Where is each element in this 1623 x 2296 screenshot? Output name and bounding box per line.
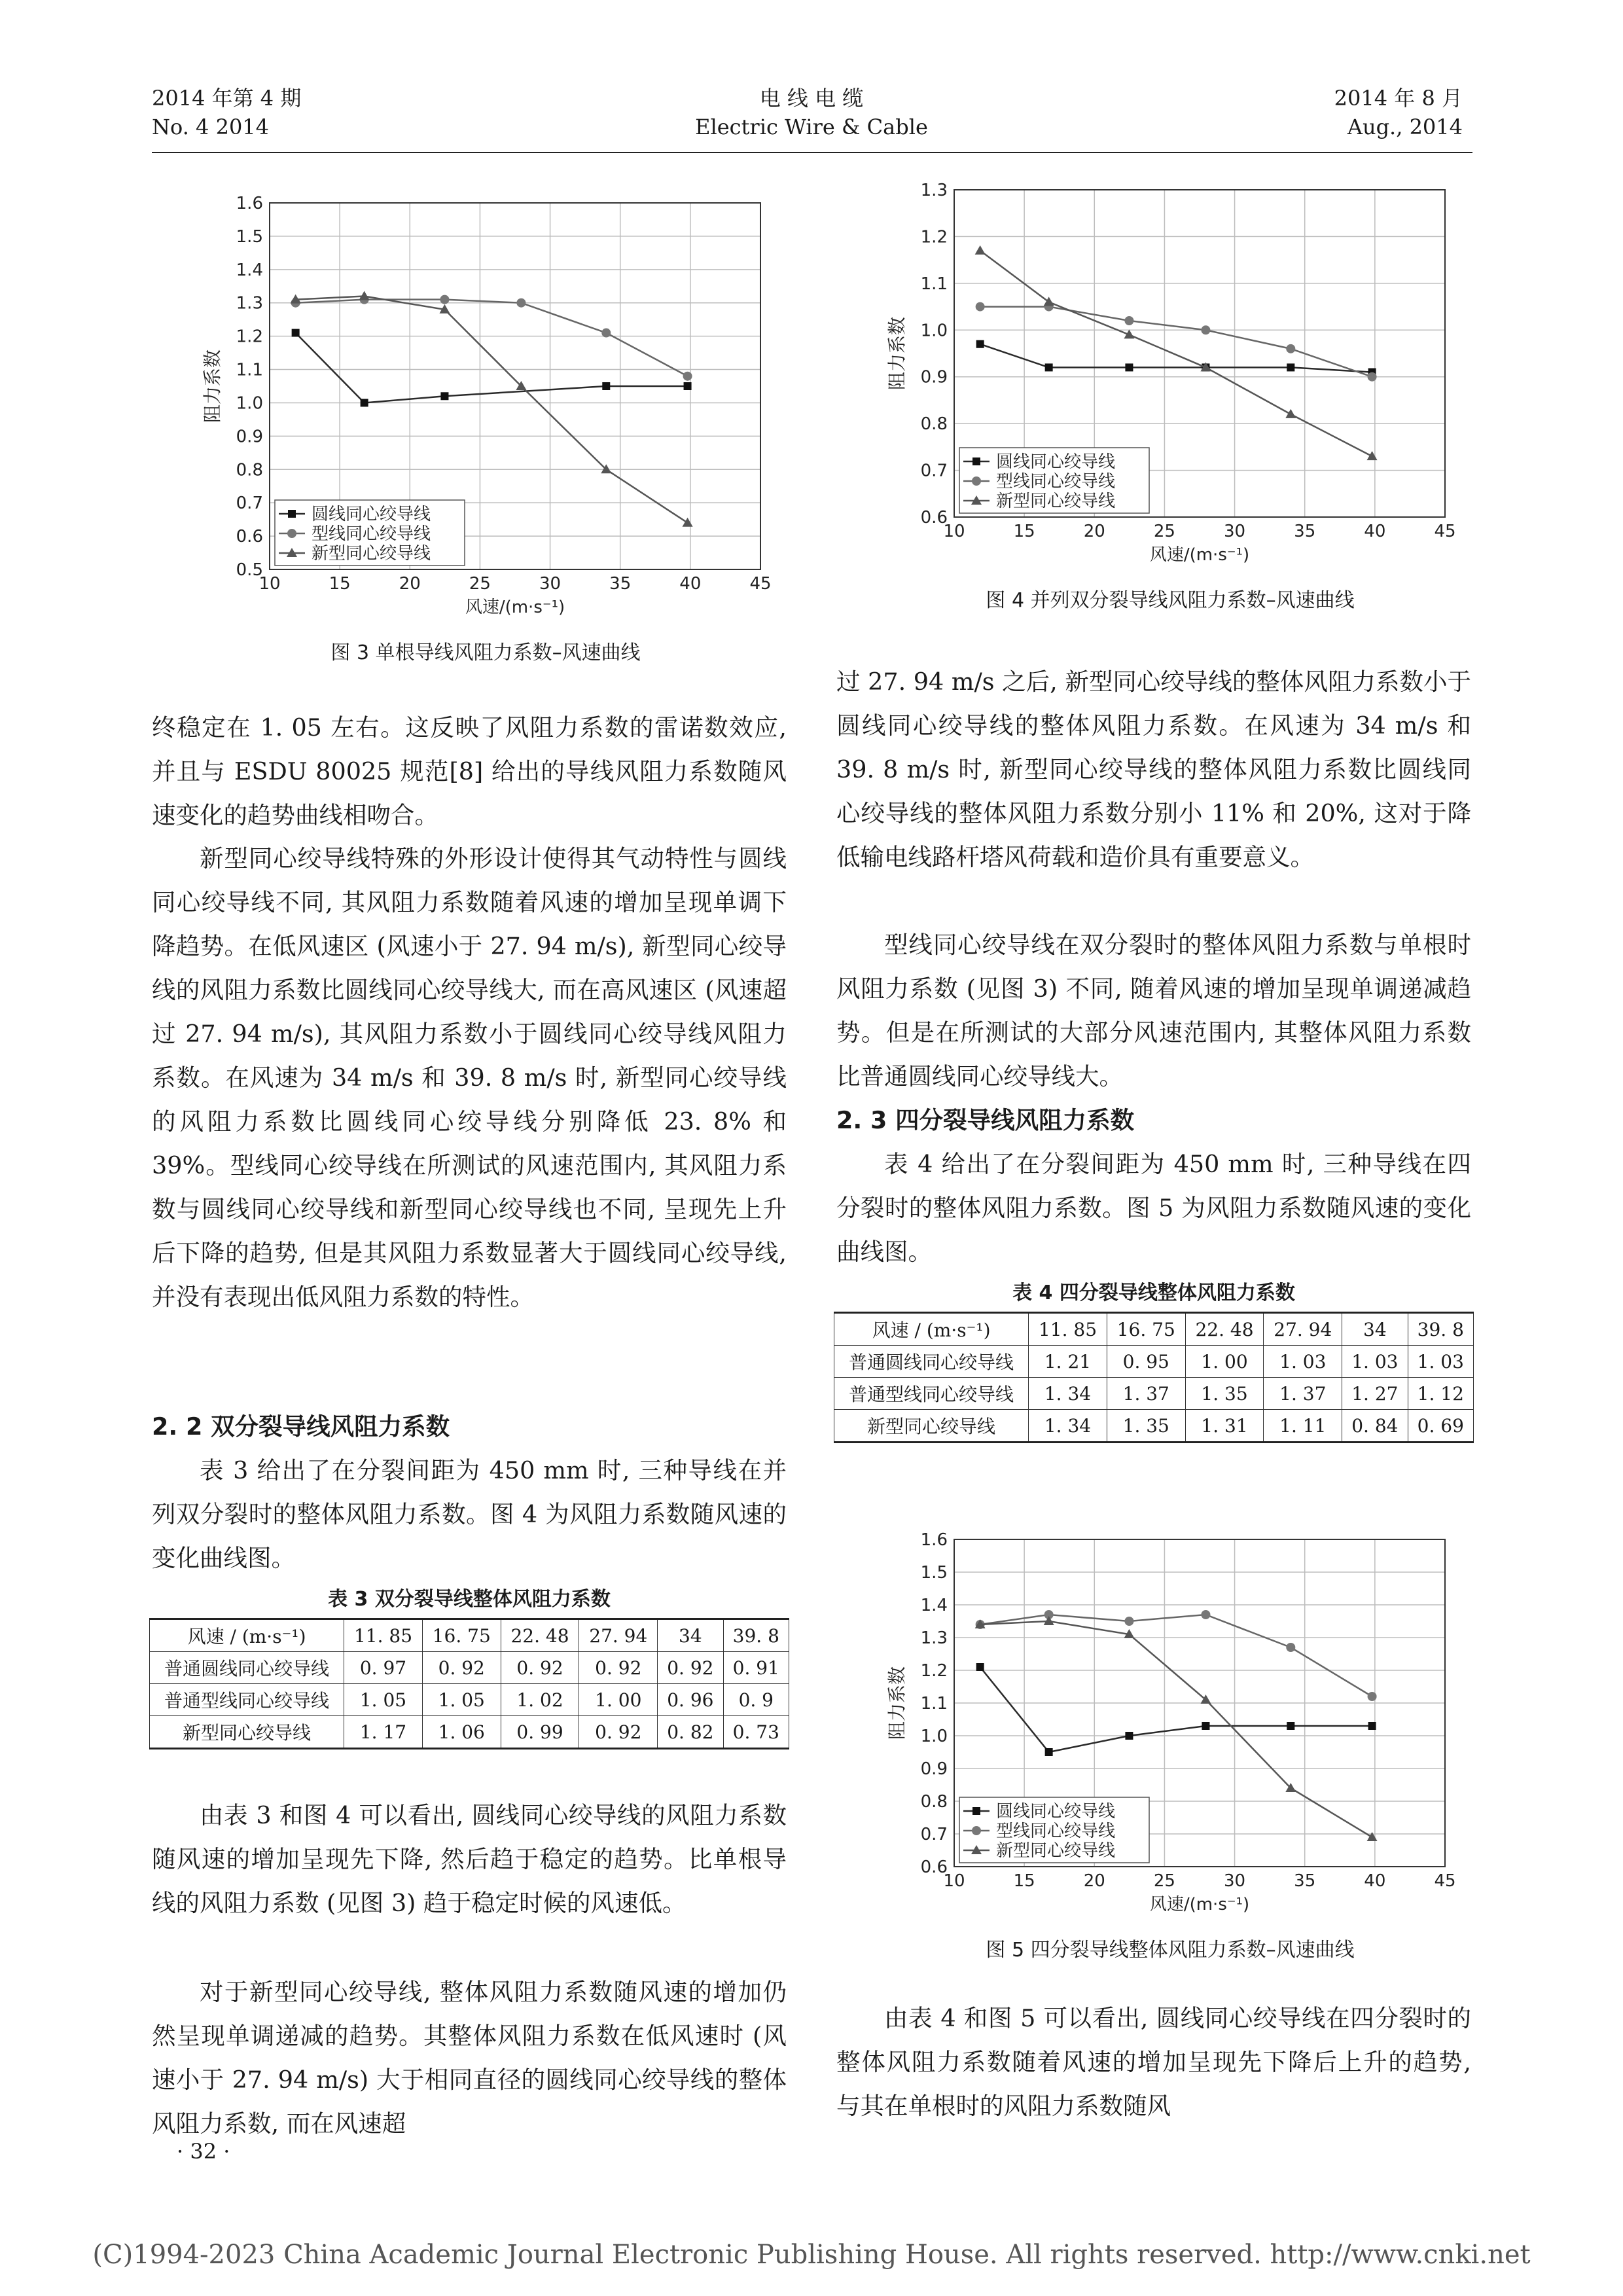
data-point-triangle (1367, 1832, 1378, 1841)
table-cell: 0. 99 (501, 1716, 579, 1749)
legend-label: 新型同心绞导线 (996, 1841, 1116, 1861)
figure-5-chart (876, 1526, 1465, 1919)
data-point-circle (683, 372, 692, 381)
table-cell: 1. 31 (1185, 1410, 1264, 1443)
data-point-circle (516, 298, 526, 308)
x-tick-label: 45 (1434, 522, 1456, 541)
figure-4-caption: 图 4 并列双分裂导线风阻力系数–风速曲线 (986, 589, 1355, 612)
x-axis-label: 风速/(m·s⁻¹) (465, 598, 565, 617)
x-tick-label: 40 (679, 574, 702, 594)
table-cell: 普通圆线同心绞导线 (834, 1346, 1029, 1378)
legend-label: 型线同心绞导线 (996, 472, 1116, 492)
data-point-triangle (1367, 451, 1378, 460)
data-point-circle (440, 295, 449, 304)
table-cell: 1. 37 (1264, 1378, 1342, 1410)
table-header-cell: 34 (1342, 1313, 1408, 1346)
y-tick-label: 0.8 (920, 1792, 948, 1812)
journal-title-en: Electric Wire & Cable (695, 115, 928, 139)
y-tick-label: 0.7 (236, 493, 263, 514)
y-tick-label: 1.2 (236, 327, 263, 347)
data-point-circle (976, 302, 985, 312)
table-cell: 0. 92 (579, 1652, 658, 1684)
y-tick-label: 0.6 (920, 1857, 948, 1877)
table-header-cell: 39. 8 (723, 1619, 789, 1652)
x-tick-label: 40 (1364, 1871, 1386, 1891)
data-point-circle (1368, 1692, 1377, 1701)
y-tick-label: 1.4 (236, 260, 263, 280)
y-tick-label: 0.9 (236, 427, 263, 447)
table-cell: 0. 73 (723, 1716, 789, 1749)
page-number: · 32 · (177, 2139, 230, 2164)
paragraph: 型线同心绞导线在双分裂时的整体风阻力系数与单根时风阻力系数 (见图 3) 不同, 随着风速的增加呈现单调递减趋势。但是在所测试的大部分风速范围内, 其整体风阻力系数比普通圆线同心绞导线大。 (836, 931, 1471, 1090)
x-tick-label: 45 (749, 574, 772, 594)
legend-label: 圆线同心绞导线 (996, 1802, 1116, 1821)
table-cell: 1. 34 (1029, 1410, 1107, 1443)
x-tick-label: 35 (1294, 522, 1316, 541)
table-cell: 普通型线同心绞导线 (150, 1684, 344, 1716)
data-point-square (361, 399, 368, 406)
table-header-cell: 27. 94 (1264, 1313, 1342, 1346)
table-cell: 0. 82 (658, 1716, 723, 1749)
x-tick-label: 35 (609, 574, 632, 594)
legend-label: 圆线同心绞导线 (996, 452, 1116, 472)
table-cell: 1. 21 (1029, 1346, 1107, 1378)
x-tick-label: 20 (399, 574, 421, 594)
table-cell: 1. 00 (579, 1684, 658, 1716)
paragraph: 终稳定在 1. 05 左右。这反映了风阻力系数的雷诺数效应, 并且与 ESDU 80025 规范[8] 给出的导线风阻力系数随风速变化的趋势曲线相吻合。 (152, 713, 787, 829)
y-tick-label: 1.3 (236, 293, 263, 314)
y-tick-label: 0.6 (236, 527, 263, 547)
table-cell: 0. 92 (501, 1652, 579, 1684)
legend-label: 新型同心绞导线 (312, 544, 431, 564)
data-point-circle (1201, 1610, 1210, 1619)
paragraph: 对于新型同心绞导线, 整体风阻力系数随风速的增加仍然呈现单调递减的趋势。其整体风阻力系数在低风速时 (风速小于 27. 94 m/s) 大于相同直径的圆线同心绞导线的整体风阻力系数, 而在风速超 (152, 1978, 787, 2138)
table-cell: 1. 03 (1264, 1346, 1342, 1378)
table-cell: 1. 12 (1408, 1378, 1473, 1410)
table-header-cell: 27. 94 (579, 1619, 658, 1652)
x-tick-label: 30 (1224, 522, 1246, 541)
table-cell: 0. 9 (723, 1684, 789, 1716)
x-tick-label: 35 (1294, 1871, 1316, 1891)
data-point-square (976, 340, 984, 348)
table-cell: 普通型线同心绞导线 (834, 1378, 1029, 1410)
y-tick-label: 1.5 (236, 226, 263, 247)
data-point-circle (1124, 316, 1133, 325)
figure-3 (191, 190, 780, 666)
data-point-square (292, 329, 300, 337)
paragraph: 表 4 给出了在分裂间距为 450 mm 时, 三种导线在四分裂时的整体风阻力系数。图 5 为风阻力系数随风速的变化曲线图。 (836, 1150, 1471, 1266)
table-header-row (150, 1619, 789, 1652)
table-cell: 0. 96 (658, 1684, 723, 1716)
data-point-circle (1286, 344, 1295, 353)
y-tick-label: 1.1 (920, 1694, 948, 1713)
figure-4-chart (876, 177, 1465, 569)
table-header-cell: 风速 / (m·s⁻¹) (834, 1313, 1029, 1346)
table-cell: 0. 92 (658, 1652, 723, 1684)
data-point-circle (1368, 372, 1377, 382)
y-tick-label: 0.8 (236, 460, 263, 480)
y-axis-label: 阻力系数 (886, 1666, 908, 1740)
y-tick-label: 1.3 (920, 181, 948, 200)
paragraph: 由表 3 和图 4 可以看出, 圆线同心绞导线的风阻力系数随风速的增加呈现先下降, 然后趋于稳定的趋势。比单根导线的风阻力系数 (见图 3) 趋于稳定时候的风速低。 (152, 1801, 787, 1917)
paragraph: 表 3 给出了在分裂间距为 450 mm 时, 三种导线在并列双分裂时的整体风阻力系数。图 4 为风阻力系数随风速的变化曲线图。 (152, 1456, 787, 1572)
data-point-circle (1124, 1617, 1133, 1626)
section-heading-2-3: 2. 3 四分裂导线风阻力系数 (836, 1106, 1135, 1134)
table-cell: 0. 92 (422, 1652, 501, 1684)
x-tick-label: 25 (1153, 1871, 1175, 1891)
table-cell: 1. 03 (1408, 1346, 1473, 1378)
legend-marker (972, 1826, 981, 1835)
y-axis-label: 阻力系数 (202, 349, 223, 423)
table-row (150, 1716, 789, 1749)
table-3 (149, 1618, 789, 1749)
paragraph: 由表 4 和图 5 可以看出, 圆线同心绞导线在四分裂时的整体风阻力系数随着风速的增加呈现先下降后上升的趋势, 与其在单根时的风阻力系数随风 (836, 2004, 1471, 2120)
series-line (296, 333, 688, 403)
y-tick-label: 0.5 (236, 560, 263, 580)
figure-3-caption: 图 3 单根导线风阻力系数–风速曲线 (330, 641, 641, 664)
table-cell: 1. 02 (501, 1684, 579, 1716)
series-line (980, 344, 1372, 372)
y-tick-label: 1.1 (236, 360, 263, 380)
legend-label: 型线同心绞导线 (312, 524, 431, 544)
table-cell: 0. 92 (579, 1716, 658, 1749)
date-cn: 2014 年 8 月 (1334, 86, 1463, 111)
table-row (150, 1684, 789, 1716)
figure-5-caption: 图 5 四分裂导线整体风阻力系数–风速曲线 (986, 1939, 1355, 1962)
table-cell: 1. 35 (1185, 1378, 1264, 1410)
y-axis-label: 阻力系数 (886, 316, 908, 391)
table-cell: 0. 69 (1408, 1410, 1473, 1443)
y-tick-label: 1.0 (920, 1727, 948, 1746)
header-rule (152, 152, 1472, 153)
table-header-cell: 11. 85 (1029, 1313, 1107, 1346)
table-cell: 1. 06 (422, 1716, 501, 1749)
table-4 (834, 1312, 1474, 1443)
y-tick-label: 0.9 (920, 1759, 948, 1779)
data-point-circle (1201, 325, 1210, 334)
section-heading-2-2: 2. 2 双分裂导线风阻力系数 (152, 1412, 450, 1441)
data-point-triangle (359, 291, 370, 300)
x-tick-label: 20 (1083, 522, 1105, 541)
legend-marker (287, 529, 296, 538)
x-tick-label: 10 (259, 574, 281, 594)
x-tick-label: 40 (1364, 522, 1386, 541)
table-header-cell: 11. 85 (344, 1619, 423, 1652)
table-cell: 新型同心绞导线 (150, 1716, 344, 1749)
table-cell: 1. 11 (1264, 1410, 1342, 1443)
figure-4 (876, 177, 1465, 614)
y-tick-label: 0.7 (920, 1825, 948, 1844)
x-tick-label: 15 (329, 574, 351, 594)
series-line (980, 1615, 1372, 1696)
x-tick-label: 25 (1153, 522, 1175, 541)
x-tick-label: 10 (943, 1871, 965, 1891)
table-header-cell: 16. 75 (422, 1619, 501, 1652)
y-tick-label: 0.9 (920, 367, 948, 387)
data-point-square (1045, 1748, 1053, 1756)
legend-marker (972, 476, 981, 486)
table-cell: 1. 35 (1107, 1410, 1185, 1443)
table-cell: 1. 03 (1342, 1346, 1408, 1378)
data-point-square (1045, 363, 1053, 371)
y-tick-label: 0.8 (920, 414, 948, 435)
table-cell: 1. 17 (344, 1716, 423, 1749)
legend-marker (972, 1807, 980, 1815)
x-tick-label: 10 (943, 522, 965, 541)
x-tick-label: 30 (539, 574, 562, 594)
date-en: Aug., 2014 (1347, 115, 1463, 139)
table-header-cell: 22. 48 (501, 1619, 579, 1652)
data-point-square (1287, 1722, 1294, 1730)
table-3-title: 表 3 双分裂导线整体风阻力系数 (328, 1588, 611, 1611)
x-tick-label: 25 (469, 574, 491, 594)
legend-label: 型线同心绞导线 (996, 1821, 1116, 1841)
table-cell: 0. 97 (344, 1652, 423, 1684)
figure-3-chart (191, 190, 780, 622)
y-tick-label: 1.3 (920, 1628, 948, 1648)
y-tick-label: 0.7 (920, 461, 948, 481)
right-column (836, 177, 1471, 2127)
table-header-cell: 16. 75 (1107, 1313, 1185, 1346)
table-cell: 1. 05 (422, 1684, 501, 1716)
data-point-square (1287, 363, 1294, 371)
data-point-triangle (1285, 409, 1296, 418)
journal-title-cn: 电 线 电 缆 (759, 86, 864, 111)
paragraph: 过 27. 94 m/s 之后, 新型同心绞导线的整体风阻力系数小于圆线同心绞导线的整体风阻力系数。在风速为 34 m/s 和 39. 8 m/s 时, 新型同心绞导线的整体风阻力系数比圆线同心绞导线的整体风阻力系数分别小 11% 和 20%, 这对于降低输电线路杆塔风荷载和造价具有重要意义。 (836, 668, 1471, 871)
table-cell: 0. 84 (1342, 1410, 1408, 1443)
table-row (834, 1346, 1474, 1378)
table-cell: 1. 37 (1107, 1378, 1185, 1410)
left-column (152, 177, 787, 2138)
legend-marker (972, 457, 980, 465)
data-point-triangle (1044, 296, 1054, 306)
data-point-square (976, 1663, 984, 1671)
series-line (296, 296, 688, 523)
table-row (150, 1652, 789, 1684)
x-axis-label: 风速/(m·s⁻¹) (1149, 1895, 1250, 1914)
data-point-square (440, 392, 448, 400)
table-row (834, 1378, 1474, 1410)
table-cell: 0. 95 (1107, 1346, 1185, 1378)
data-point-square (1125, 1732, 1133, 1740)
issue-en: No. 4 2014 (152, 115, 270, 139)
table-cell: 1. 27 (1342, 1378, 1408, 1410)
table-cell: 1. 34 (1029, 1378, 1107, 1410)
data-point-square (1202, 1722, 1209, 1730)
series-line (980, 1667, 1372, 1752)
series-line (980, 307, 1372, 377)
table-header-row (834, 1313, 1474, 1346)
table-cell: 新型同心绞导线 (834, 1410, 1029, 1443)
y-tick-label: 1.1 (920, 274, 948, 294)
table-cell: 1. 00 (1185, 1346, 1264, 1378)
paragraph: 新型同心绞导线特殊的外形设计使得其气动特性与圆线同心绞导线不同, 其风阻力系数随着风速的增加呈现单调下降趋势。在低风速区 (风速小于 27. 94 m/s), 新型同心绞导线的风阻力系数比圆线同心绞导线大, 而在高风速区 (风速超过 27. 94 m/s), 其风阻力系数小于圆线同心绞导线风阻力系数。在风速为 34 m/s 和 39. 8 m/s 时, 新型同心绞导线的风阻力系数比圆线同心绞导线分别降低 23. 8% 和 39%。型线同心绞导线在所测试的风速范围内, 其风阻力系数与圆线同心绞导线和新型同心绞导线也不同, 呈现先上升后下降的趋势, 但是其风阻力系数显著大于圆线同心绞导线, 并没有表现出低风阻力系数的特性。 (152, 844, 787, 1311)
y-tick-label: 1.6 (920, 1530, 948, 1550)
x-tick-label: 15 (1013, 522, 1035, 541)
legend-marker (288, 510, 296, 518)
journal-date (1243, 84, 1463, 141)
y-tick-label: 1.0 (236, 393, 263, 414)
table-cell: 普通圆线同心绞导线 (150, 1652, 344, 1684)
x-tick-label: 30 (1224, 1871, 1246, 1891)
data-point-triangle (975, 245, 986, 255)
table-cell: 0. 91 (723, 1652, 789, 1684)
issue-cn: 2014 年第 4 期 (152, 86, 302, 111)
x-tick-label: 15 (1013, 1871, 1035, 1891)
legend-label: 圆线同心绞导线 (312, 505, 431, 524)
y-tick-label: 0.6 (920, 508, 948, 528)
y-tick-label: 1.0 (920, 321, 948, 341)
series-line (980, 251, 1372, 456)
y-tick-label: 1.6 (236, 194, 263, 213)
table-header-cell: 34 (658, 1619, 723, 1652)
table-row (834, 1410, 1474, 1443)
y-tick-label: 1.4 (920, 1596, 948, 1615)
table-header-cell: 风速 / (m·s⁻¹) (150, 1619, 344, 1652)
data-point-square (602, 382, 610, 390)
x-tick-label: 20 (1083, 1871, 1105, 1891)
copyright-footer: (C)1994-2023 China Academic Journal Electronic Publishing House. All rights reserved. http://www.cnki.net (92, 2240, 1531, 2270)
data-point-square (1368, 1722, 1376, 1730)
data-point-square (1125, 363, 1133, 371)
data-point-circle (1286, 1643, 1295, 1652)
data-point-square (684, 382, 692, 390)
y-tick-label: 1.2 (920, 1661, 948, 1681)
data-point-circle (601, 329, 611, 338)
series-line (296, 300, 688, 376)
table-4-title: 表 4 四分裂导线整体风阻力系数 (1012, 1282, 1295, 1304)
table-header-cell: 39. 8 (1408, 1313, 1473, 1346)
table-header-cell: 22. 48 (1185, 1313, 1264, 1346)
y-tick-label: 1.5 (920, 1563, 948, 1583)
y-tick-label: 1.2 (920, 227, 948, 247)
legend-label: 新型同心绞导线 (996, 492, 1116, 511)
figure-5 (876, 1526, 1465, 1964)
table-cell: 1. 05 (344, 1684, 423, 1716)
data-point-triangle (683, 518, 693, 527)
x-tick-label: 45 (1434, 1871, 1456, 1891)
x-axis-label: 风速/(m·s⁻¹) (1149, 545, 1250, 565)
